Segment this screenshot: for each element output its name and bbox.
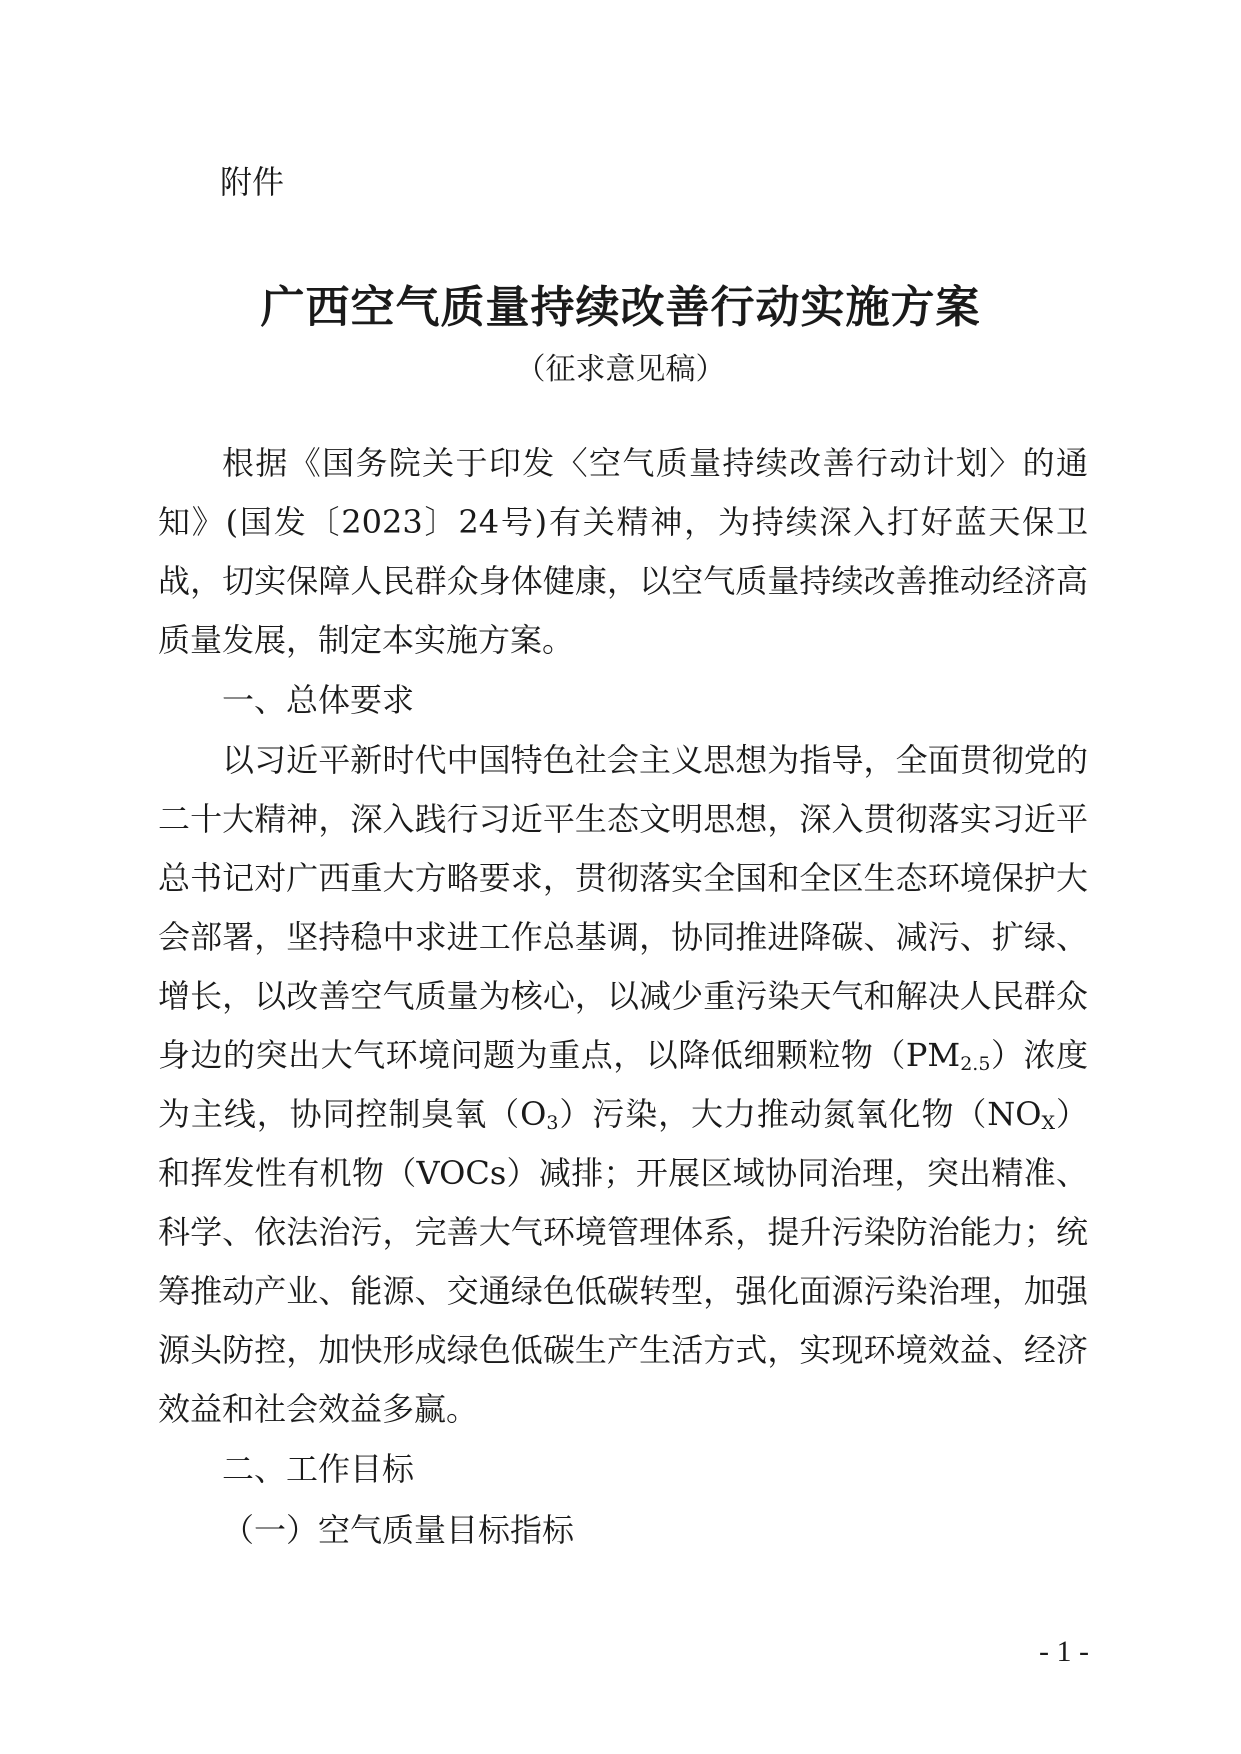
- document-body: [158, 434, 1088, 1561]
- paragraph-text: 以习近平新时代中国特色社会主义思想为指导，全面贯彻党的二十大精神，深入践行习近平生态文明思想，深入贯彻落实习近平总书记对广西重大方略要求，贯彻落实全国和全区生态环境保护大会部署，坚持稳中求进工作总基调，协同推进降碳、减污、扩绿、增长，以改善空气质量为核心，以减少重污染天气和解决人民群众身边的突出大气环境问题为重点，以降低细颗粒物（PM: [158, 741, 1088, 1074]
- paragraph-text: ）和挥发性有机物（VOCs）减排；开展区域协同治理，突出精准、科学、依法治污，完善大气环境管理体系，提升污染防治能力；统筹推动产业、能源、交通绿色低碳转型，强化面源污染治理，加强源头防控，加快形成绿色低碳生产生活方式，实现环境效益、经济效益和社会效益多赢。: [158, 1095, 1088, 1428]
- general-requirements-paragraph: [158, 731, 1088, 1439]
- subsection-heading-air-quality-targets: （一）空气质量目标指标: [222, 1511, 575, 1549]
- page-number: - 1 -: [1039, 1635, 1089, 1668]
- section-heading-general-requirements: 一、总体要求: [222, 681, 415, 719]
- o3-subscript: 3: [546, 1112, 559, 1134]
- nox-subscript: X: [1041, 1112, 1056, 1134]
- intro-paragraph: 根据《国务院关于印发〈空气质量持续改善行动计划〉的通知》(国发〔2023〕24号)有关精神，为持续深入打好蓝天保卫战，切实保障人民群众身体健康，以空气质量持续改善推动经济高质量发展，制定本实施方案。: [158, 444, 1088, 659]
- document-title: 广西空气质量持续改善行动实施方案: [260, 282, 981, 333]
- paragraph-text: ）污染，大力推动氮氧化物（NO: [558, 1095, 1042, 1133]
- pm25-subscript: 2.5: [960, 1053, 991, 1075]
- document-subtitle: （征求意见稿）: [515, 352, 726, 387]
- attachment-label: 附件: [220, 163, 285, 201]
- section-heading-work-goals: 二、工作目标: [222, 1450, 415, 1488]
- paragraph-text: ）浓度为主线，协同控制臭氧（O: [158, 1036, 1088, 1133]
